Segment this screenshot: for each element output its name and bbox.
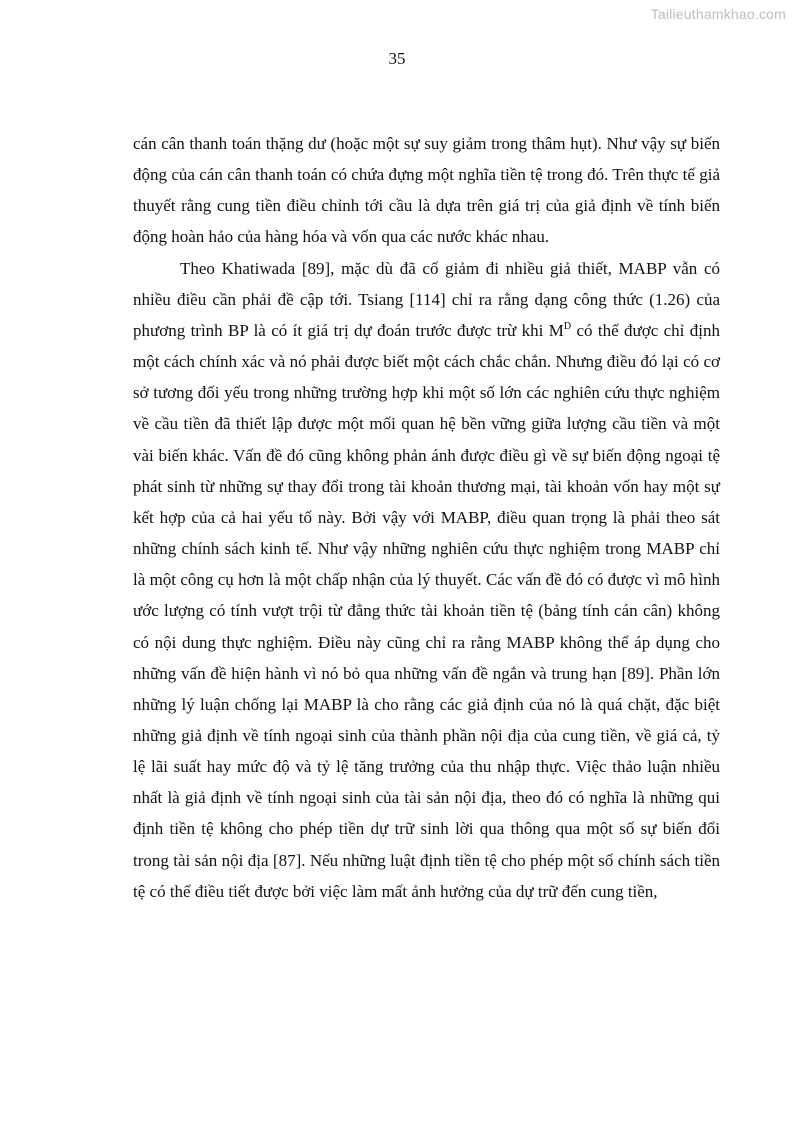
paragraph-2 — [133, 253, 720, 907]
paragraph-2-part-1: Theo Khatiwada [89], mặc dù đã cố giảm đi nhiều giả thiết, MABP vẫn có nhiều điều cần phải đề cập tới. Tsiang [114] chỉ ra rằng dạng công thức (1.26) của phương trình BP là có ít giá trị dự đoán trước được trừ khi M — [133, 258, 720, 340]
page-number: 35 — [388, 49, 406, 68]
watermark-text: Tailieuthamkhao.com — [650, 6, 786, 22]
paragraph-2-part-2: có thể được chỉ định một cách chính xác và nó phải được biết một cách chắc chắn. Nhưng điều đó lại có cơ sở tương đối yếu trong những trường hợp khi một số lớn các nghiên cứu thực nghiệm về cầu tiền đã thiết lập được một mối quan hệ bền vững giữa lượng cầu tiền và một vài biến khác. Vấn đề đó cũng không phản ánh được điều gì về sự biến động ngoại tệ phát sinh từ những sự thay đổi trong tài khoản thương mại, tài khoản vốn hay một sự kết hợp của cả hai yếu tố này. Bởi vậy với MABP, điều quan trọng là phải theo sát những chính sách kinh tế. Như vậy những nghiên cứu thực nghiệm trong MABP chỉ là một công cụ hơn là một chấp nhận của lý thuyết. Các vấn đề đó có được vì mô hình ước lượng có tính vượt trội từ đẳng thức tài khoản tiền tệ (bảng tính cán cân) không có nội dung thực nghiệm. Điều này cũng chỉ ra rằng MABP không thể áp dụng cho những vấn đề hiện hành vì nó bỏ qua những vấn đề ngắn và trung hạn [89]. Phần lớn những lý luận chống lại MABP là cho rằng các giả định của nó là quá chặt, đặc biệt những giả định về tính ngoại sinh của thành phần nội địa của cung tiền, về giá cả, tỷ lệ lãi suất hay mức độ và tỷ lệ tăng trưởng của thu nhập thực. Việc thảo luận nhiều nhất là giả định về tính ngoại sinh của tài sản nội địa, theo đó có nghĩa là những qui định tiền tệ không cho phép tiền dự trữ sinh lời qua thông qua một số sự biến đổi trong tài sản nội địa [87]. Nếu những luật định tiền tệ cho phép một số chính sách tiền tệ có thể điều tiết được bởi việc làm mất ảnh hưởng của dự trữ đến cung tiền, — [133, 320, 720, 901]
paragraph-1: cán cân thanh toán thặng dư (hoặc một sự suy giảm trong thâm hụt). Như vậy sự biến động của cán cân thanh toán có chứa đựng một nghĩa tiền tệ trong đó. Trên thực tế giả thuyết rằng cung tiền điều chỉnh tới cầu là dựa trên giá trị của giả định về tính biến động hoàn hảo của hàng hóa và vốn qua các nước khác nhau. — [133, 134, 720, 247]
body-text — [133, 128, 720, 907]
superscript-d: D — [563, 320, 572, 332]
